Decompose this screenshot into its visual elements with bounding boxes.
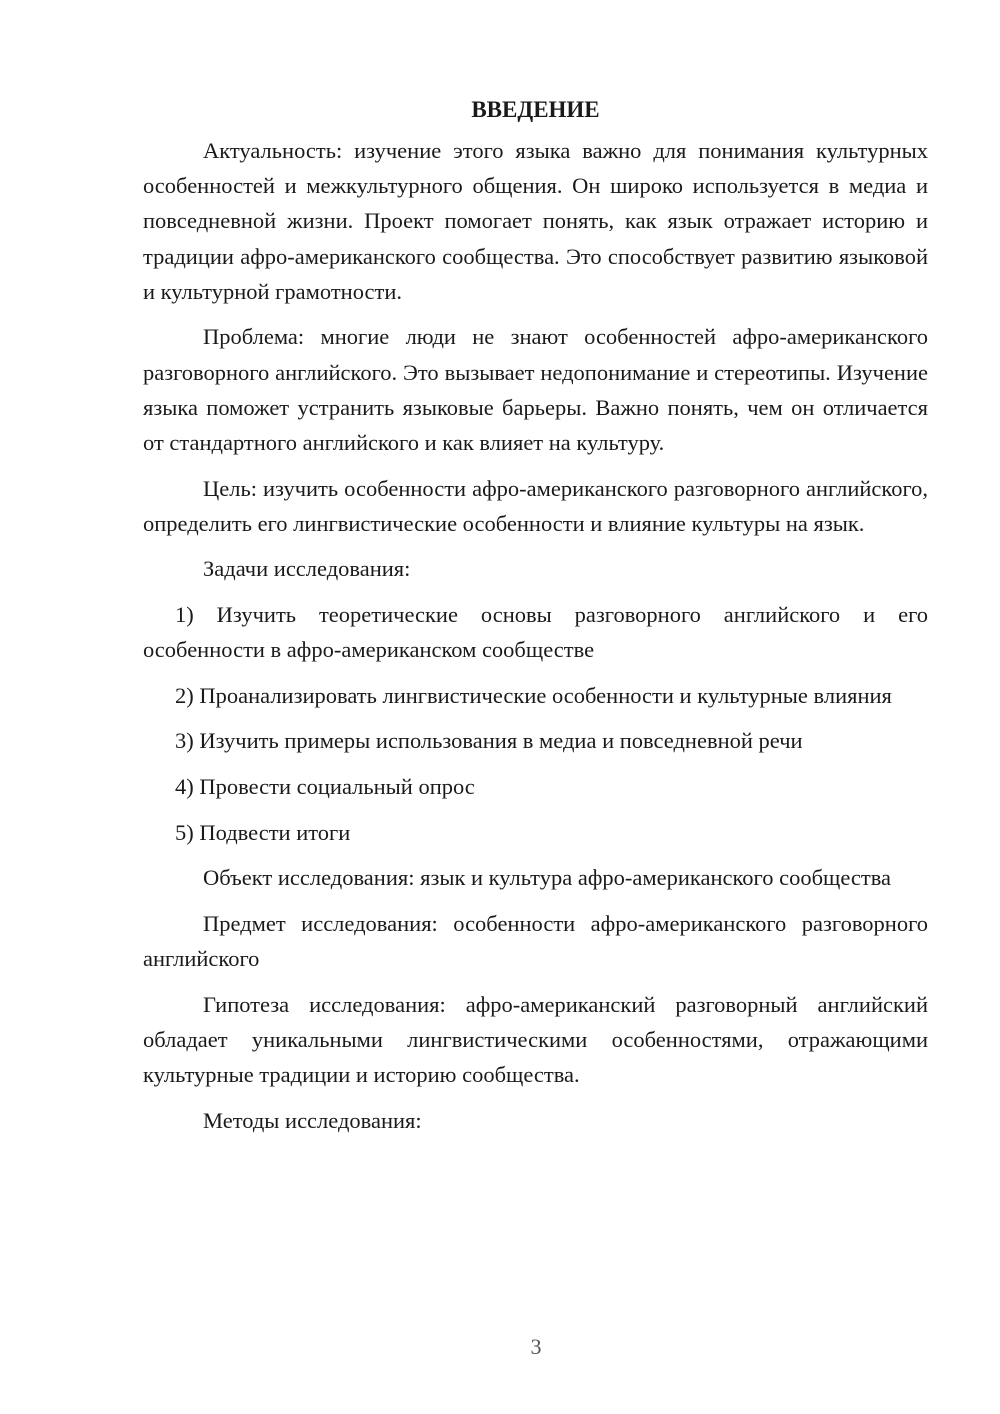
page-number: 3 bbox=[530, 1334, 542, 1359]
paragraph-methods: Методы исследования: bbox=[203, 1107, 422, 1133]
paragraph-hypothesis: Гипотеза исследования: афро-американский разговорный английский обладает уникальными лингвистическими особенностями, отражающими культурные традиции и историю сообщества. bbox=[143, 991, 928, 1087]
task-item-5: 5) Подвести итоги bbox=[175, 819, 351, 845]
task-item-2: 2) Проанализировать лингвистические особенности и культурные влияния bbox=[175, 682, 892, 708]
paragraph-subject: Предмет исследования: особенности афро-американского разговорного английского bbox=[143, 910, 928, 971]
task-item-4: 4) Провести социальный опрос bbox=[175, 773, 475, 799]
paragraph-object: Объект исследования: язык и культура афро-американского сообщества bbox=[203, 865, 892, 891]
section-title: ВВЕДЕНИЕ bbox=[471, 97, 600, 122]
paragraph-relevance: Актуальность: изучение этого языка важно для понимания культурных особенностей и межкультурного общения. Он широко используется в медиа и повседневной жизни. Проект помогает понять, как язык отражает историю и традиции афро-американского сообщества. Это способствует развитию языковой и культурной грамотности. bbox=[143, 138, 928, 304]
task-item-3: 3) Изучить примеры использования в медиа и повседневной речи bbox=[175, 728, 803, 754]
paragraph-tasks-heading: Задачи исследования: bbox=[203, 556, 411, 582]
task-item-1: 1) Изучить теоретические основы разговорного английского и его особенности в афро-американском сообществе bbox=[143, 602, 928, 663]
paragraph-goal: Цель: изучить особенности афро-американского разговорного английского, определить его лингвистические особенности и влияние культуры на язык. bbox=[143, 475, 928, 536]
document-page bbox=[143, 92, 928, 1138]
paragraph-problem: Проблема: многие люди не знают особенностей афро-американского разговорного английского. Это вызывает недопонимание и стереотипы. Изучение языка поможет устранить языковые барьеры. Важно понять, чем он отличается от стандартного английского и как влияет на культуру. bbox=[143, 324, 928, 456]
